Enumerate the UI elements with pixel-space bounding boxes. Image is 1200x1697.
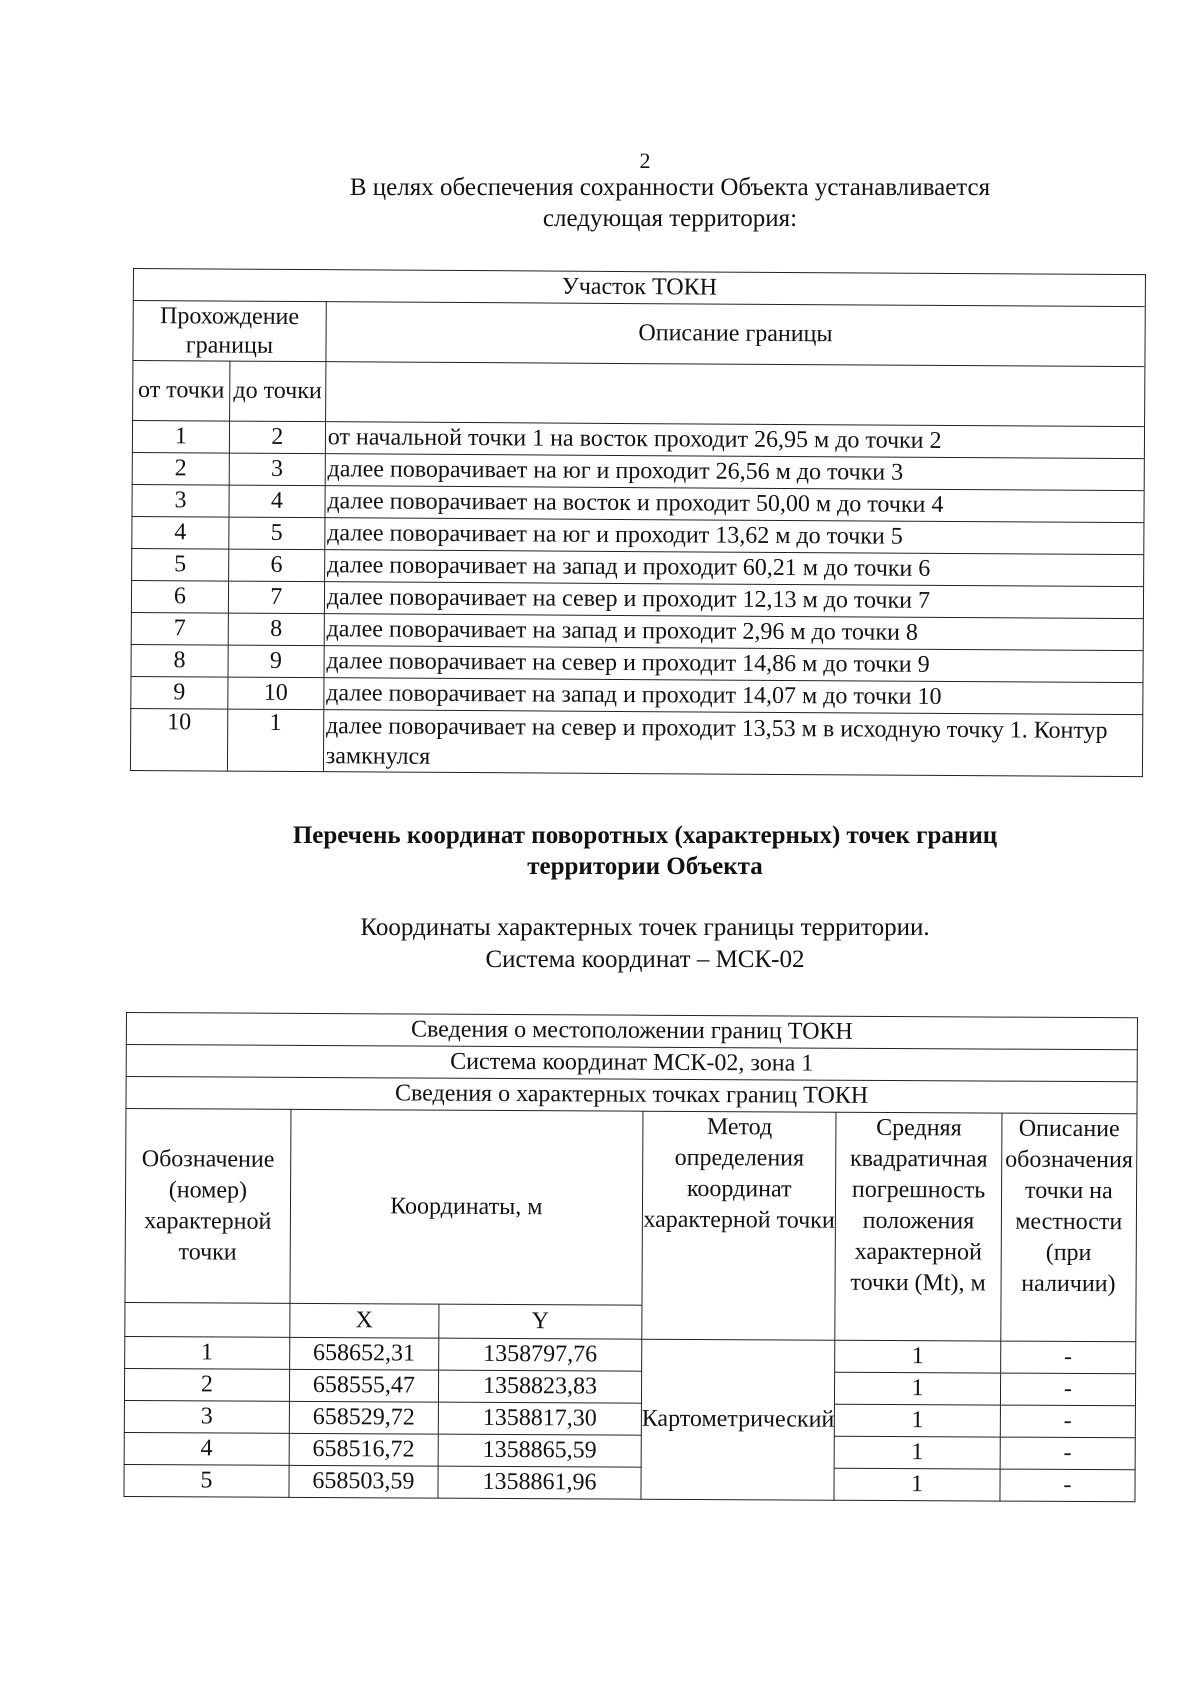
table-row [124, 1368, 1135, 1405]
desc-cell: - [1000, 1469, 1136, 1502]
from-cell: 3 [132, 484, 229, 517]
x-cell: 658516,72 [289, 1433, 438, 1466]
to-cell: 10 [228, 677, 324, 710]
coordinates-table [123, 1012, 1138, 1502]
header-description: Описание границы [326, 302, 1146, 367]
x-cell: 658652,31 [289, 1337, 438, 1370]
to-cell: 4 [229, 485, 325, 518]
description-cell: далее поворачивает на юг и проходит 26,56 м до точки 3 [325, 454, 1144, 491]
desc-cell: - [1000, 1341, 1136, 1374]
y-cell: 1358861,96 [438, 1466, 641, 1499]
error-cell: 1 [835, 1372, 1000, 1405]
point-cell: 4 [124, 1432, 289, 1465]
to-cell: 9 [228, 645, 324, 678]
description-cell: далее поворачивает на север и проходит 12,13 м до точки 7 [324, 582, 1143, 619]
table-row [125, 1336, 1136, 1373]
point-cell: 3 [124, 1400, 289, 1433]
error-cell: 1 [835, 1404, 1000, 1437]
intro-line-1: В целях обеспечения сохранности Объекта устанавливается [349, 174, 991, 201]
from-cell: 5 [132, 548, 229, 581]
header-coords: Координаты, м [290, 1109, 643, 1305]
x-cell: 658555,47 [289, 1369, 438, 1402]
from-cell: 2 [132, 452, 229, 485]
header-empty-cell [325, 362, 1145, 427]
table2-title-3: Сведения о характерных точках границ ТОКН [126, 1077, 1137, 1114]
y-cell: 1358817,30 [438, 1402, 641, 1435]
section-heading [220, 820, 1070, 882]
boundary-description-table [130, 268, 1146, 777]
desc-cell: - [1000, 1373, 1136, 1406]
subheading [250, 912, 1040, 976]
y-cell: 1358823,83 [438, 1370, 641, 1403]
to-cell: 2 [229, 421, 325, 454]
section-heading-line-2: территории Объекта [527, 853, 763, 880]
to-cell: 5 [229, 517, 325, 550]
section-heading-line-1: Перечень координат поворотных (характерных) точек границ [292, 822, 998, 849]
header-point-empty [125, 1302, 290, 1337]
error-cell: 1 [835, 1340, 1000, 1373]
table-row [124, 1400, 1135, 1437]
error-cell: 1 [834, 1468, 999, 1501]
header-desc: Описание обозначения точки на местности (при наличии) [1000, 1113, 1137, 1342]
table2-title-1: Сведения о местоположении границ ТОКН [126, 1013, 1137, 1050]
to-cell: 8 [228, 613, 324, 646]
subheading-line-1: Координаты характерных точек границы территории. [360, 914, 930, 941]
header-from: от точки [133, 361, 230, 422]
table2-title-2: Система координат МСК-02, зона 1 [126, 1045, 1137, 1082]
header-x: X [290, 1303, 439, 1338]
header-point: Обозначение (номер) характерной точки [125, 1109, 291, 1304]
y-cell: 1358865,59 [438, 1434, 641, 1467]
table-row [130, 708, 1142, 776]
method-cell: Картометрический [641, 1339, 835, 1500]
description-cell: далее поворачивает на запад и проходит 2,96 м до точки 8 [324, 614, 1143, 651]
x-cell: 658503,59 [289, 1465, 438, 1498]
from-cell: 8 [131, 644, 228, 677]
from-cell: 4 [132, 516, 229, 549]
description-cell: далее поворачивает на юг и проходит 13,62 м до точки 5 [325, 518, 1144, 555]
description-cell: далее поворачивает на восток и проходит 50,00 м до точки 4 [325, 486, 1144, 523]
from-cell: 6 [131, 580, 228, 613]
from-cell: 9 [131, 676, 228, 709]
table-row [124, 1432, 1135, 1469]
to-cell: 7 [228, 581, 324, 614]
intro-text [310, 172, 1030, 234]
description-cell: далее поворачивает на север и проходит 14,86 м до точки 9 [324, 646, 1143, 683]
y-cell: 1358797,76 [439, 1338, 642, 1371]
header-y: Y [439, 1304, 642, 1339]
from-cell: 10 [130, 708, 227, 771]
header-method: Метод определения координат характерной точки [642, 1111, 837, 1340]
desc-cell: - [1000, 1405, 1136, 1438]
point-cell: 2 [124, 1368, 289, 1401]
page-number: 2 [639, 148, 651, 173]
from-cell: 7 [131, 612, 228, 645]
header-passage: Прохождение границы [133, 301, 326, 362]
description-cell: далее поворачивает на запад и проходит 60,21 м до точки 6 [324, 550, 1143, 587]
point-cell: 5 [124, 1464, 289, 1497]
error-cell: 1 [835, 1436, 1000, 1469]
to-cell: 3 [229, 453, 325, 486]
description-cell: далее поворачивает на запад и проходит 14,07 м до точки 10 [324, 678, 1143, 715]
intro-line-2: следующая территория: [542, 205, 798, 232]
subheading-line-2: Система координат – МСК-02 [485, 946, 805, 973]
table1-title: Участок ТОКН [133, 269, 1145, 307]
from-cell: 1 [132, 421, 229, 454]
desc-cell: - [1000, 1437, 1136, 1470]
to-cell: 1 [227, 709, 323, 772]
point-cell: 1 [125, 1336, 290, 1369]
description-cell: далее поворачивает на север и проходит 13,53 м в исходную точку 1. Контур замкнулся [323, 710, 1143, 777]
to-cell: 6 [228, 549, 324, 582]
table-row [124, 1464, 1135, 1501]
x-cell: 658529,72 [289, 1401, 438, 1434]
description-cell: от начальной точки 1 на восток проходит 26,95 м до точки 2 [325, 422, 1144, 459]
header-to: до точки [229, 361, 325, 422]
header-error: Средняя квадратичная погрешность положения характерной точки (Mt), м [835, 1112, 1001, 1341]
